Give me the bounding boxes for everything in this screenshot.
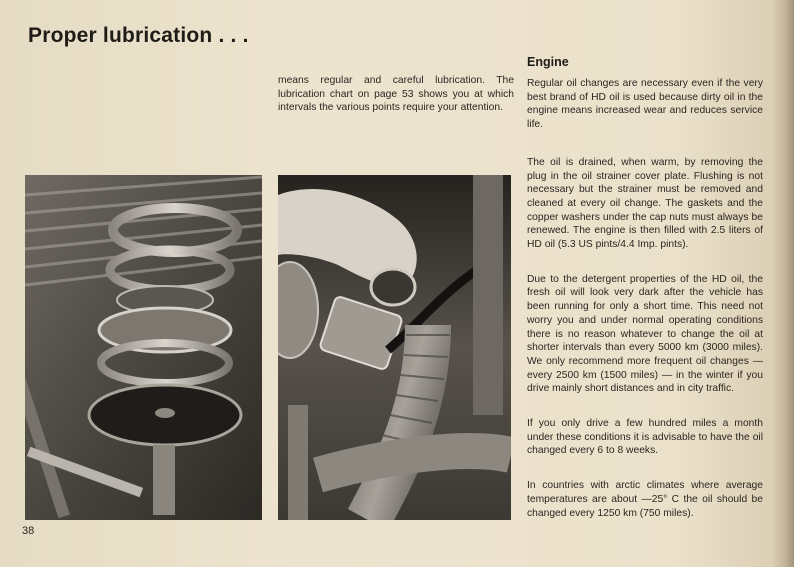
engine-paragraph-4: If you only drive a few hundred miles a month under these conditions it is advisable to have the oil changed every 6 to 8 weeks.	[527, 418, 763, 457]
engine-section-title: Engine	[527, 55, 569, 69]
oil-filler-photo	[278, 175, 511, 520]
page-number: 38	[22, 525, 35, 537]
binding-gutter	[772, 0, 794, 567]
engine-paragraph-1: Regular oil changes are necessary even if the very best brand of HD oil is used because dirty oil in the engine means increased wear and reduces service life.	[527, 78, 763, 131]
oil-strainer-exploded-photo	[25, 175, 262, 520]
intro-text: means regular and careful lubrication. The lubrication chart on page 53 shows you at which intervals the various points require your attention.	[278, 75, 514, 114]
engine-paragraph-3: Due to the detergent properties of the HD oil, the fresh oil will look very dark after the vehicle has been running for only a short time. This need not worry you and under normal operating conditions there is no reason whatever to change the oil at shorter intervals than every 5000 km (3000 miles). We only recommend more frequent oil changes — every 2500 km (1500 miles) — in the winter if you drive mainly short distances and in city traffic.	[527, 273, 763, 395]
engine-section	[527, 55, 763, 520]
engine-paragraph-5: In countries with arctic climates where average temperatures are about —25° C the oil should be changed every 1250 km (750 miles).	[527, 480, 763, 519]
page-heading: Proper lubrication . . .	[28, 24, 249, 47]
engine-paragraph-2: The oil is drained, when warm, by removing the plug in the oil strainer cover plate. Flushing is not necessary but the strainer must be removed and cleaned at every oil change. The gaskets and the copper washers under the cap nuts must always be renewed. The engine is then filled with 2.5 liters of HD oil (5.3 US pints/4.4 Imp. pints).	[527, 156, 763, 251]
